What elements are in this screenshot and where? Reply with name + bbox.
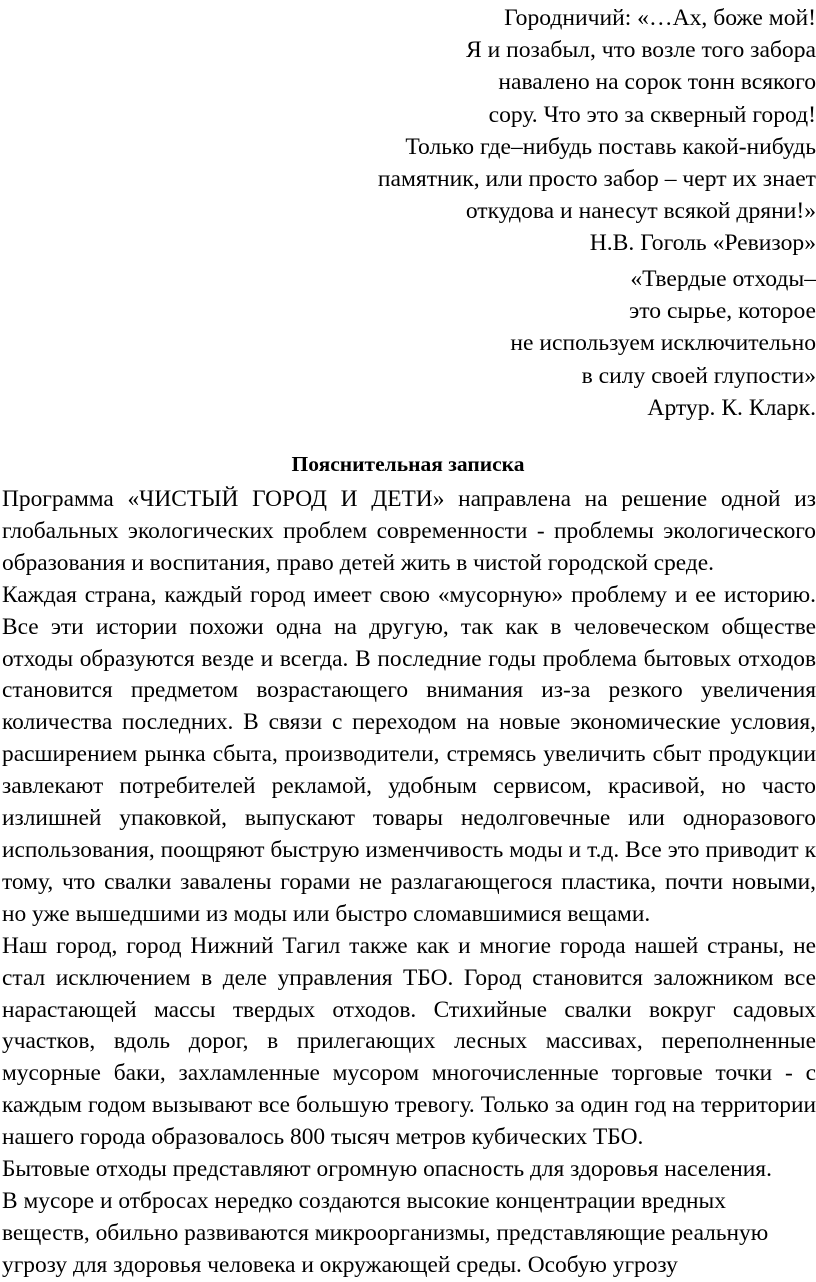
epigraph-line: навалено на сорок тонн всякого bbox=[498, 69, 816, 96]
epigraph-line: не используем исключительно bbox=[510, 330, 816, 357]
paragraph: Бытовые отходы представляют огромную опасность для здоровья населения. bbox=[2, 1156, 772, 1183]
epigraph-line: откудова и нанесут всякой дряни!» bbox=[465, 198, 816, 225]
paragraph: Наш город, город Нижний Тагил также как и многие города нашей страны, не стал исключением в деле управления ТБО. Город становится заложником все нарастающей массы твердых отходов. Стихийные свалки вокруг садовых участков, вдоль дорог, в прилегающих лесных массивах, переполненные мусорные баки, захламленные мусором многочисленные торговые точки - с каждым годом вызывают все большую тревогу. Только за один год на территории нашего города образовалось 800 тысяч метров кубических ТБО. bbox=[2, 932, 816, 1151]
epigraph-line: в силу своей глупости» bbox=[581, 362, 816, 389]
section-title: Пояснительная записка bbox=[291, 452, 525, 476]
epigraph-line: это сырье, которое bbox=[629, 298, 816, 325]
epigraph-line: «Твердые отходы– bbox=[630, 266, 816, 292]
paragraph: Программа «ЧИСТЫЙ ГОРОД И ДЕТИ» направлена на решение одной из глобальных экологических проблем современности - проблемы экологического образования и воспитания, право детей жить в чистой городской среде. bbox=[2, 486, 816, 576]
epigraph-line: Только где–нибудь поставь какой-нибудь bbox=[405, 133, 816, 160]
epigraph-line: Я и позабыл, что возле того забора bbox=[465, 37, 816, 64]
epigraph-source: Н.В. Гоголь «Ревизор» bbox=[589, 230, 816, 257]
paragraph: В мусоре и отбросах нередко создаются высокие концентрации вредных веществ, обильно развиваются микроорганизмы, представляющие реальную угрозу для здоровья человека и окружающей среды. Особую угрозу bbox=[2, 1187, 769, 1278]
paragraph: Каждая страна, каждый город имеет свою «мусорную» проблему и ее историю. Все эти истории похожи одна на другую, так как в человеческом обществе отходы образуются везде и всегда. В последние годы проблема бытовых отходов становится предметом возрастающего внимания из-за резкого увеличения количества последних. В связи с переходом на новые экономические условия, расширением рынка сбыта, производители, стремясь увеличить сбыт продукции завлекают потребителей рекламой, удобным сервисом, красивой, но часто излишней упаковкой, выпускают товары недолговечные или одноразового использования, поощряют быструю изменчивость моды и т.д. Все это приводит к тому, что свалки завалены горами не разлагающегося пластика, почти новыми, но уже вышедшими из моды или быстро сломавшимися вещами. bbox=[2, 581, 816, 927]
epigraph-line: сору. Что это за скверный город! bbox=[488, 101, 816, 128]
epigraph-gogol bbox=[378, 2, 816, 260]
epigraph-clarke bbox=[510, 263, 816, 424]
body-text bbox=[2, 484, 816, 1282]
epigraph-line: памятник, или просто забор – черт их знает bbox=[377, 166, 816, 193]
epigraph-source: Артур. К. Кларк. bbox=[647, 394, 816, 421]
epigraph-line: Городничий: «…Ах, боже мой! bbox=[504, 5, 816, 31]
